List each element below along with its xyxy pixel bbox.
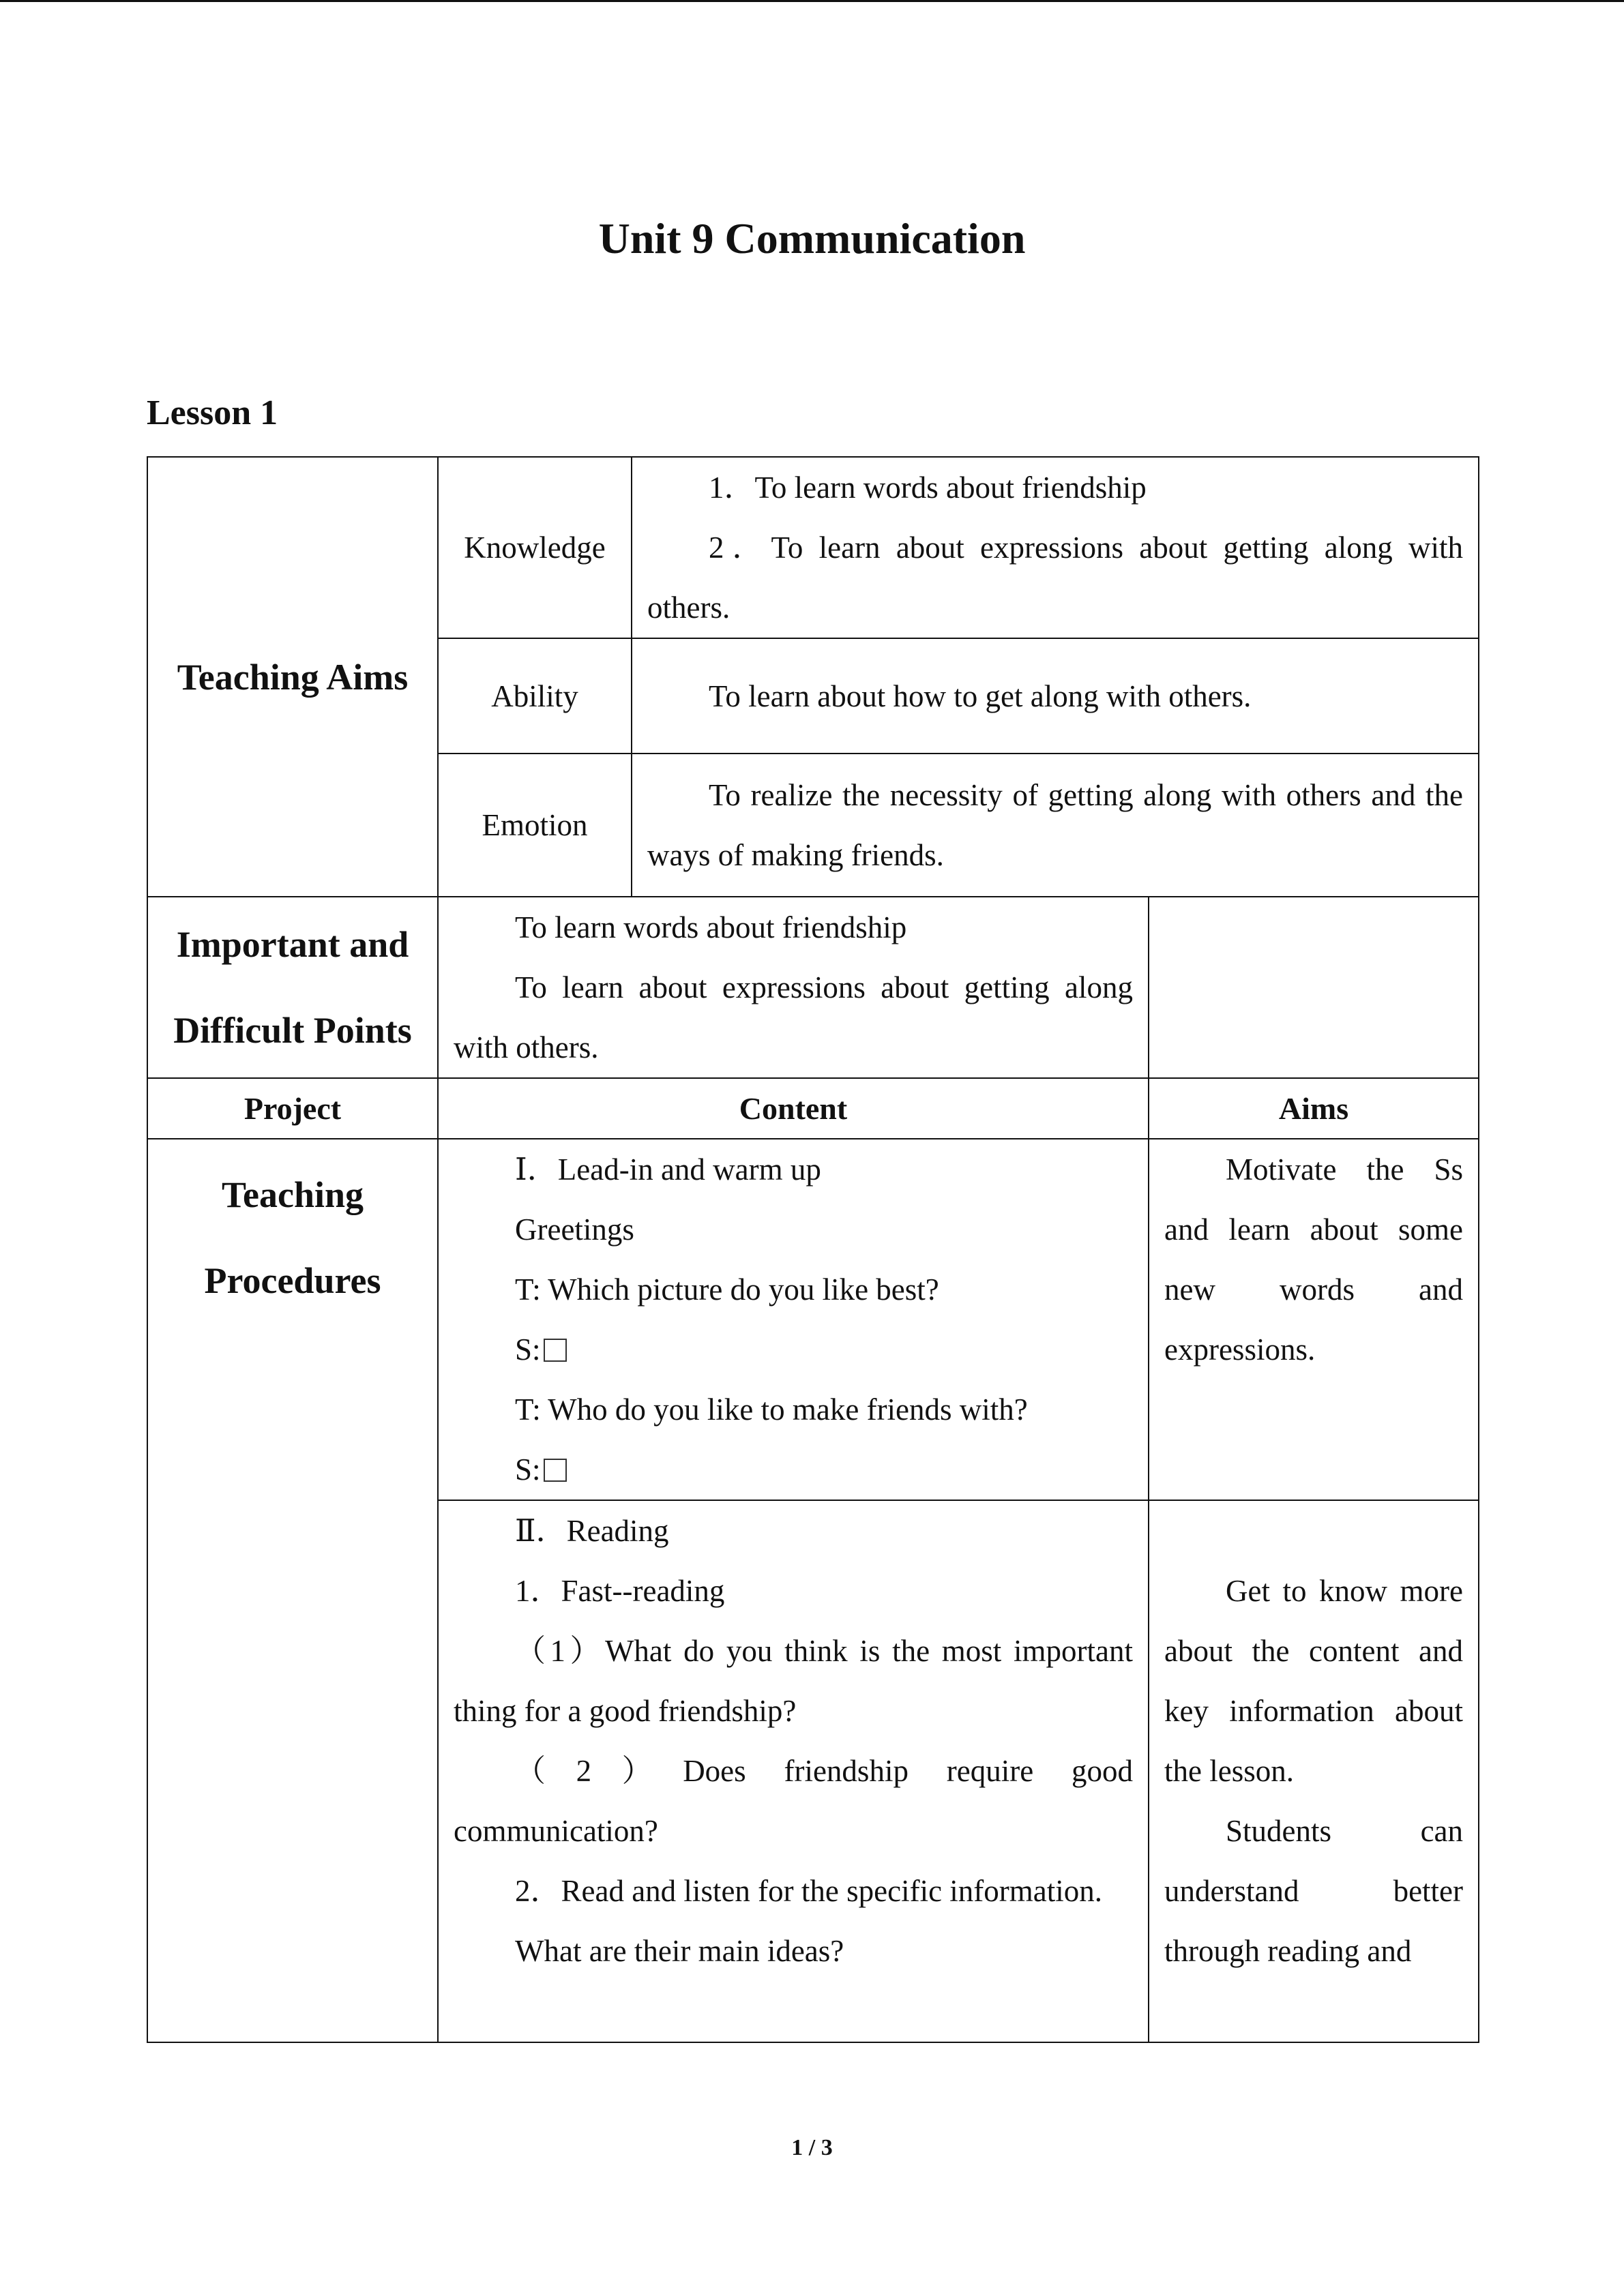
procedure-aims-text: Motivate the Ss and learn about some new words and expressions. [1164,1152,1464,1367]
important-points-label-line2: Difficult Points [173,1010,412,1051]
important-points-row [147,897,1479,1078]
procedure-aims-text: Students can understand better through reading and [1164,1814,1464,1968]
blank-box-icon [544,1459,567,1482]
procedure-line [454,1320,1133,1380]
procedure-line: Ⅰ．Lead-in and warm up [515,1152,821,1187]
content-header: Content [438,1078,1149,1139]
procedure-part1-aims [1149,1139,1479,1500]
top-border-line [0,0,1624,2]
teaching-procedures-label-line2: Procedures [204,1260,381,1301]
document-title: Unit 9 Communication [598,214,1026,263]
important-points-label [147,897,438,1078]
lesson-plan-table [147,456,1479,2043]
procedure-line: （2）Does friendship require good communication? [454,1754,1133,1848]
student-answer-prefix: S: [515,1452,541,1487]
knowledge-row [147,457,1479,638]
project-header: Project [147,1078,438,1139]
knowledge-item: 1．To learn words about friendship [709,471,1147,505]
procedure-line: T: Which picture do you like best? [515,1272,939,1307]
ability-label: Ability [438,638,632,754]
important-point-item: To learn about expressions about getting along with others. [454,970,1133,1064]
procedure-line: What are their main ideas? [515,1934,844,1968]
important-points-label-line1: Important and [176,924,409,965]
important-points-empty-cell [1149,897,1479,1078]
emotion-label: Emotion [438,754,632,897]
teaching-procedures-label [147,1139,438,2042]
knowledge-label: Knowledge [438,457,632,638]
procedure-line: 1．Fast--reading [515,1574,725,1608]
procedure-aims-text: Get to know more about the content and key information about the lesson. [1164,1574,1464,1788]
ability-text: To learn about how to get along with others. [709,679,1252,713]
procedure-part2-aims [1149,1500,1479,2042]
page-number: 1 / 3 [791,2135,833,2160]
important-point-item: To learn words about friendship [515,910,907,944]
knowledge-item: 2．To learn about expressions about getting along with others. [647,531,1464,625]
blank-box-icon [544,1339,567,1362]
emotion-text: To realize the necessity of getting along with others and the ways of making friends. [647,778,1464,872]
procedure-line [454,1440,1133,1500]
knowledge-content [632,457,1479,638]
procedure-part2-content [438,1500,1149,2042]
student-answer-prefix: S: [515,1332,541,1367]
lesson-heading: Lesson 1 [147,393,278,432]
procedure-line: Greetings [515,1212,634,1247]
aims-spacer [1164,1501,1463,1561]
procedure-part1-content [438,1139,1149,1500]
header-row [147,1078,1479,1139]
procedure-line: T: Who do you like to make friends with? [515,1392,1028,1427]
teaching-aims-label: Teaching Aims [147,457,438,897]
procedure-line: （1）What do you think is the most important thing for a good friendship? [454,1634,1133,1728]
ability-content [632,638,1479,754]
procedure-line: Ⅱ．Reading [515,1514,669,1548]
aims-header: Aims [1149,1078,1479,1139]
teaching-procedures-label-line1: Teaching [221,1174,364,1215]
procedure-line: 2．Read and listen for the specific information. [515,1874,1102,1908]
emotion-content [632,754,1479,897]
important-points-content [438,897,1149,1078]
procedure-part1-row [147,1139,1479,1500]
